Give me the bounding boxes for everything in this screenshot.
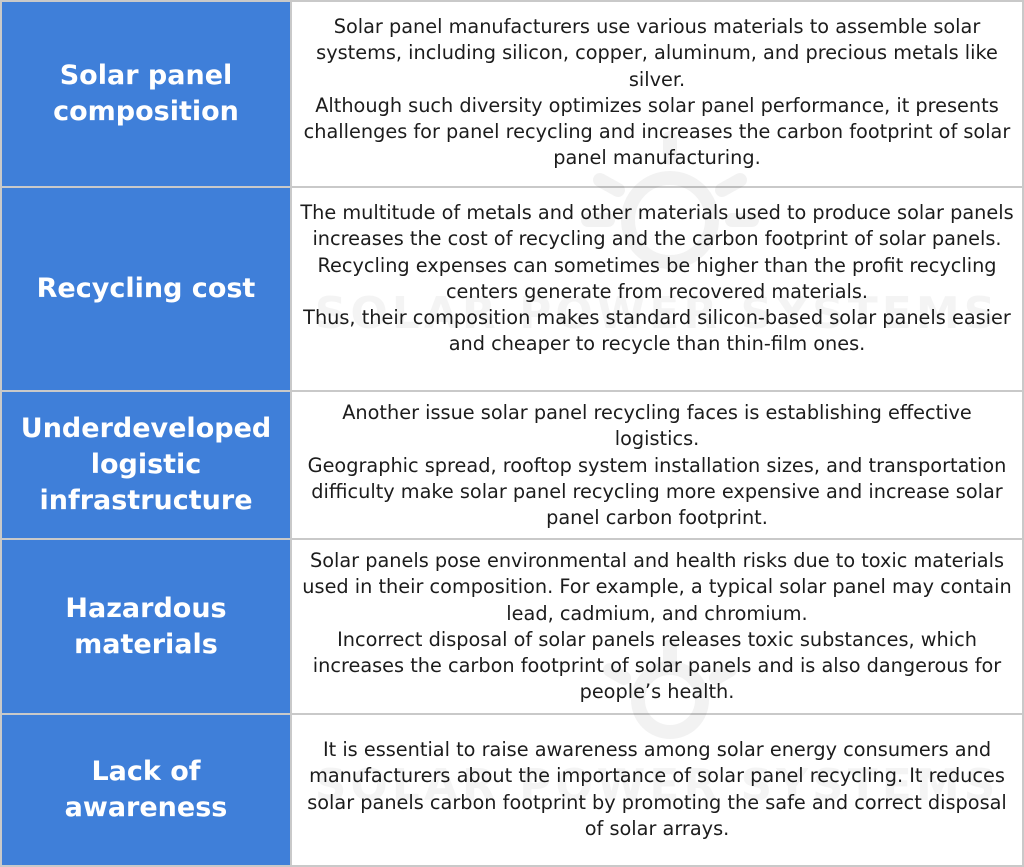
row-description bbox=[292, 715, 1022, 865]
description-paragraph: Incorrect disposal of solar panels releases toxic substances, which increases the carbon footprint of solar panels and is also dangerous for people’s health. bbox=[312, 627, 1002, 704]
table-row-hazardous bbox=[0, 538, 1024, 713]
row-description bbox=[292, 188, 1022, 390]
description-paragraph: Although such diversity optimizes solar panel performance, it presents challenges for panel recycling and increases the carbon footprint of solar panel manufacturing. bbox=[303, 93, 1011, 170]
row-heading: Recycling cost bbox=[2, 188, 290, 390]
table-row-recycling-cost bbox=[0, 186, 1024, 390]
table-row-awareness bbox=[0, 713, 1024, 867]
table-row-logistics bbox=[0, 390, 1024, 538]
description-paragraph: Another issue solar panel recycling faces is establishing effective logistics. bbox=[342, 401, 972, 451]
description-paragraph: Solar panel manufacturers use various materials to assemble solar systems, including silicon, copper, aluminum, and precious metals like silver. bbox=[316, 15, 998, 91]
row-description bbox=[292, 392, 1022, 538]
description-paragraph: Geographic spread, rooftop system installation sizes, and transportation difficulty make solar panel recycling more expensive and increase solar panel carbon footprint. bbox=[307, 453, 1007, 530]
row-heading: Hazardous materials bbox=[2, 540, 290, 713]
row-description bbox=[292, 540, 1022, 713]
description-paragraph: Solar panels pose environmental and health risks due to toxic materials used in their composition. For example, a typical solar panel may contain lead, cadmium, and chromium. bbox=[302, 549, 1012, 625]
table-row-composition bbox=[0, 0, 1024, 186]
row-heading: Solar panel composition bbox=[2, 2, 290, 186]
row-heading: Underdeveloped logistic infrastructure bbox=[2, 392, 290, 538]
description-paragraph: The multitude of metals and other materials used to produce solar panels increases the cost of recycling and the carbon footprint of solar panels. Recycling expenses can sometimes be higher than the profit recycling centers generate from recovered materials. bbox=[300, 201, 1014, 303]
row-description bbox=[292, 2, 1022, 186]
description-paragraph: Thus, their composition makes standard silicon-based solar panels easier and cheaper to recycle than thin-film ones. bbox=[303, 306, 1011, 356]
description-paragraph: It is essential to raise awareness among solar energy consumers and manufacturers about the importance of solar panel recycling. It reduces solar panels carbon footprint by promoting the safe and correct disposal of solar arrays. bbox=[307, 738, 1007, 840]
row-heading: Lack of awareness bbox=[2, 715, 290, 865]
